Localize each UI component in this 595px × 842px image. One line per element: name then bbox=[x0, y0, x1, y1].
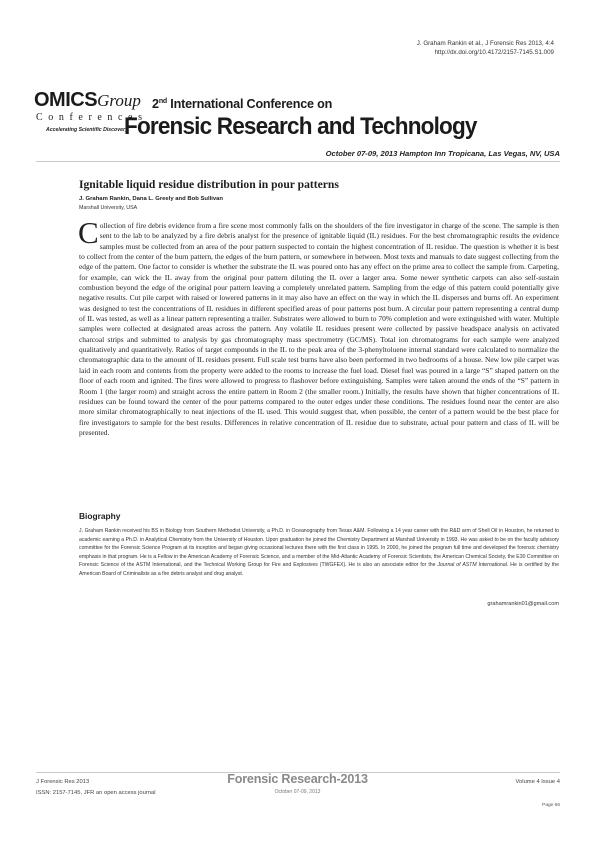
logo-wordmark bbox=[34, 90, 141, 111]
biography-body bbox=[79, 527, 559, 579]
biography-text: J. Graham Rankin received his BS in Biology from Southern Methodist University, a Ph.D. in Oceanography from Texas A&M. Following a 14 year career with the R&D arm of Shell Oil in Houston, he returned to academic earning a Ph.D. in Analytical Chemistry from the University of Houston. Upon graduation he joined the Chemistry Department at Marshall University in 1993. He was asked to be on the faculty advisory committee for the Forensic Science Program at its inception and began giving occasional lectures there with the first class in 1995. In 2000, he joined the program full time and developed the forensic chemistry emphasis in that program. He is a Fellow in the American Academy of Forensic Science, and a member of the Mid-Atlantic Academy of Forensic Scientists, the American Chemical Society, the E30 Committee on Forensic Science of the ASTM International, and the Technical Working Group for Fire and Explosives (TWGFEX). He is also an associate editor for the bbox=[79, 528, 559, 569]
logo-group-text: Group bbox=[97, 91, 141, 110]
doi-link[interactable]: http://dx.doi.org/10.4172/2157-7145.S1.009 bbox=[434, 48, 554, 56]
conference-ordinal-line bbox=[152, 97, 332, 111]
footer-volume-issue: Volume 4 Issue 4 bbox=[515, 779, 560, 785]
footer-conference-title: Forensic Research-2013 bbox=[227, 772, 368, 786]
author-email[interactable]: grahamrankin01@gmail.com bbox=[487, 601, 559, 607]
conference-date-venue: October 07-09, 2013 Hampton Inn Tropicana, Las Vegas, NV, USA bbox=[325, 149, 560, 158]
conference-line-text: International Conference on bbox=[170, 97, 333, 111]
biography-text-end: . He is certified by the American Board of Criminalists as a fire debris analyst and drug analyst. bbox=[79, 562, 559, 577]
logo-conferences-text: Conferences bbox=[36, 112, 148, 123]
footer-conference-date: October 07-09, 2013 bbox=[274, 789, 321, 795]
citation-line: J. Graham Rankin et al., J Forensic Res 2013, 4:4 bbox=[416, 40, 554, 47]
header-divider bbox=[36, 161, 560, 162]
footer-issn: ISSN: 2157-7145, JFR an open access journal bbox=[36, 790, 156, 796]
logo-omics-text: OMICS bbox=[34, 89, 98, 111]
biography-journal-name: Journal of ASTM International bbox=[437, 562, 507, 569]
paper-authors: J. Graham Rankin, Dana L. Greely and Bob Sullivan bbox=[79, 196, 224, 202]
abstract-body bbox=[78, 215, 559, 438]
ordinal-suffix: nd bbox=[158, 98, 167, 105]
conference-title: Forensic Research and Technology bbox=[124, 113, 477, 140]
ordinal-number: 2 bbox=[152, 97, 159, 111]
footer-page-number: Page 66 bbox=[542, 803, 560, 808]
footer-journal: J Forensic Res 2013 bbox=[36, 779, 90, 785]
abstract-text: ollection of fire debris evidence from a fire scene most commonly falls on the shoulders of the fire investigator in charge of the scene. The sample is then sent to the lab to be analyzed by a fire debris analyst for the presence of ignitable liquid (IL) residues. For the best chromatographic results the evidence samples must be collected from an area of the pour pattern suspected to contain the highest concentration of IL residue. The question is whether it is best to collect from the center of the burn pattern, the edges of the burn pattern, or somewhere in between. Most texts and manuals to date suggest collecting from the edge of the pattern. One factor to consider is whether the substrate the IL was poured onto has any effect on the prime area to collect the sample from. Carpeting, for example, can wick the IL away from the original pour pattern diluting the IL over a larger area. Some newer synthetic carpets can also self-sustain combustion beyond the edge of the original pour pattern leaving a completely unrelated pattern. Sampling from the edge of this pattern could potentially give negative results. Cut pile carpet with raised or lowered patterns in it may also have an effect on the way in which the IL disperses and burns off. An experiment was designed to test the concentrations of IL residues in different specified areas of pour patterns post burn. A circular pour pattern representing a central dump of IL was tested, as well as a linear pattern representing a trailer. Substrates were allowed to burn to 70% completion and were extinguished with water. Multiple samples were collected at designated areas across the pattern. Any volatile IL residues present were collected by passive headspace analysis on activated charcoal strips and submitted to analysis by gas chromatography mass spectrometry (GC/MS). Total ion chromatograms for each sample were analyzed qualitatively and quantitatively. Ratios of target compounds in the IL to the peak area of the 3-phenyltoluene internal standard were calculated to normalize the chromatographic data to the amount of IL residues present. Full scale test burns have also been performed in two bedrooms of a house. New low pile carpet was laid in each room and contents from the property were added to the rooms to increase the fuel load. Diesel fuel was poured in a large “S” shaped pattern on the floor of each room and ignited. The fires were allowed to progress to flashover before extinguishing. Samples were taken around the ends of the “S” pattern in Room 1 (the larger room) and straight across the entire pattern in Room 2 (the smaller room.) Initially, the results have shown that higher concentrations of IL residues can be found toward the center of the pour patterns compared to the outer edges under these conditions. The residues found near the center are also more similar chromatographically to neat injections of the IL used. This would suggest that, when possible, the center of a pattern would be the best place for fire investigators to sample for the best results. Differences in relative concentration of IL residue due to substrate, actual pour pattern and class of IL will be presented. bbox=[79, 221, 559, 437]
citation-header bbox=[300, 40, 554, 57]
biography-heading: Biography bbox=[79, 511, 121, 521]
paper-affiliation: Marshall University, USA bbox=[79, 205, 138, 211]
logo-tagline: Accelerating Scientific Discovery bbox=[46, 127, 128, 133]
paper-title: Ignitable liquid residue distribution in pour patterns bbox=[79, 178, 339, 191]
drop-cap: C bbox=[78, 215, 99, 250]
